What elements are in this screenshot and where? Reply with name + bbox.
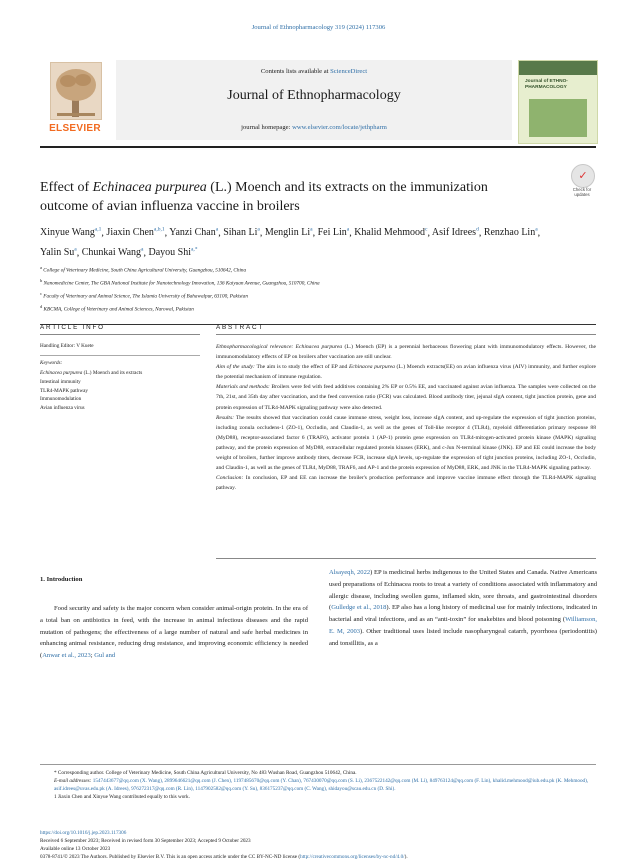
author-item[interactable]: Fei Lin$^a$ [317, 227, 350, 239]
author-item[interactable]: Xinyue Wang$^{a,1}$ [40, 227, 102, 239]
abstract-heading: ABSTRACT [216, 324, 264, 331]
doi-link[interactable]: https://doi.org/10.1016/j.jep.2023.117306 [40, 830, 127, 836]
equal-contribution-note: 1 Jiaxin Chen and Xinyue Wang contributed equally to this work. [54, 794, 190, 801]
footnote-rule [40, 764, 596, 765]
citation-link[interactable]: Alsayeqh, 2022 [329, 569, 371, 576]
title-species: Echinacea purpurea [92, 180, 207, 195]
homepage-line [116, 124, 512, 131]
abstract-body [216, 342, 596, 493]
intro-left-column: Food security and safety is the major concern when consider animal-origin protein. In the era of a total ban on antibiotics in feed, with the increase in animal infectious diseases and the rapid mutation of pathogens; the effectiveness of a large number of natural and safe herbal medicines in enhancing animal resistance, reducing drug resistance, and improving economic efficiency is needed (Anwar et al., 2023; Gul and [40, 605, 308, 660]
journal-masthead [40, 60, 596, 150]
license-link[interactable]: http://creativecommons.org/licenses/by-nc-nd/4.0/ [300, 854, 405, 861]
contents-line [116, 68, 512, 75]
article-title [40, 179, 500, 216]
author-item[interactable]: Yalin Su$^a$ [40, 246, 77, 259]
corresponding-author-note: * Corresponding author. College of Veterinary Medicine, South China Agricultural University, No 483 Wushan Road, Guangzhou 510642, China. [54, 770, 357, 776]
intro-right-column: Alsayeqh, 2022) EP is medicinal herbs indigenous to the United States and Canada. Native Americans used preparations of Echinacea roots to treat a variety of conditions associated with inflammatory and allergic disease, including swollen gums, inflamed skin, sore throats, and gastrointestinal disorders (Gulledge et al., 2018). EP also has a long history of medicinal use for mainly infections, indicated in bacterial and viral infections, and as an “anti-toxin” for snakebites and blood poisoning (Williamson, E. M, 2003). Other traditional uses listed include nasopharyngeal catarrh, pyorrhoea (periodontitis) and tonsillitis, as a [329, 569, 597, 647]
author-item[interactable]: Yanzi Chan$^a$ [169, 227, 219, 239]
email-links[interactable]: 1547443677@qq.com (X. Wang), 2899646621@qq.com (J. Chen), 1197485670@qq.com (Y. Chan), 767430070@qq.com (S. Li), 2367522142@qq.com (M. Li), 849763124@qq.com (F. Lin), khalid.mehmood@iub.edu.pk (K. Mehmood), asif.idrees@uvas.edu.pk (A. Idrees), 976272317@qq.com (R. Lin), 1147902582@qq.com (Y. Su), 836175237@qq.com (C. Wang), shidayou@scau.edu.cn (D. Shi). [54, 778, 589, 793]
abstract-bottom-rule [216, 558, 596, 559]
masthead-band [116, 60, 512, 140]
title-post: (L.) Moench and its extracts on the immunization outcome of avian influenza vaccine in broilers [40, 180, 488, 214]
author-item[interactable]: Sihan Li$^a$ [223, 227, 260, 239]
tree-illustration [51, 63, 101, 119]
introduction-heading: 1. Introduction [40, 576, 83, 583]
keyword-item: Echinacea purpurea (L.) Moench and its extracts [40, 370, 143, 376]
journal-cover-thumbnail[interactable] [518, 60, 598, 144]
license-statement: 0378-8741/© 2023 The Authors. Published by Elsevier B.V. This is an open access article under the CC BY-NC-ND license (http://creativecommons.org/licenses/by-nc-nd/4.0/). [40, 854, 408, 861]
author-item[interactable]: Renzhao Lin$^a$ [483, 227, 538, 239]
citation-link[interactable]: Gul and [94, 652, 116, 660]
author-item[interactable]: Asif Idrees$^d$ [431, 227, 479, 239]
abstract-relevance: Ethnopharmacological relevance: Echinacea purpurea (L.) Moench (EP) is a perennial herbaceous flowering plant with immunomodulatory effects. However, the immunomodulatory effects of EP on broilers after vaccination are still unclear. [216, 344, 596, 361]
homepage-link[interactable]: www.elsevier.com/locate/jethpharm [292, 124, 387, 131]
received-dates: Received 6 September 2023; Received in revised form 30 September 2023; Accepted 9 October 2023 [40, 838, 251, 845]
elsevier-logo[interactable] [40, 60, 110, 140]
keyword-item: TLR4-MAPK pathway [40, 387, 88, 394]
keywords-list [40, 369, 205, 413]
abstract-aim: Aim of the study: The aim is to study the effect of EP and Echinacea purpurea (L.) Moench extracts(EE) on avian influenza virus (AIV) immunity, and further explore the potential mechanism of immune regulation. [216, 364, 597, 381]
contents-prefix: Contents lists available at [260, 68, 331, 75]
affiliation-item: c Faculty of Veterinary and Animal Science, The Islamia University of Bahawalpur, 63100, Pakistan [40, 291, 248, 300]
affiliation-item: b Nanomedicine Center, The GBA National Institute for Nanotechnology Innovation, 136 Kaiyuan Avenue, Guangzhou, 510700, China [40, 278, 320, 287]
title-pre: Effect of [40, 180, 93, 195]
article-info-rule [40, 334, 200, 335]
handling-editor: Handling Editor: V Kuete [40, 343, 94, 349]
check-updates-label: Check for updates [572, 187, 592, 197]
author-item[interactable]: Khalid Mehmood$^c$ [354, 227, 428, 239]
author-item[interactable]: Menglin Li$^a$ [264, 227, 313, 239]
author-item[interactable]: Jiaxin Chen$^{a,b,1}$ [106, 227, 165, 239]
abstract-rule [216, 334, 596, 335]
homepage-prefix: journal homepage: [241, 124, 293, 131]
abstract-conclusion: Conclusion: In conclusion, EP and EE can increase the broiler's production performance and improve vaccine immune effect through the TLR4-MAPK signaling pathway. [216, 475, 596, 492]
citation-link[interactable]: Williamson, E. M, 2003 [329, 616, 597, 635]
email-addresses: E-mail addresses: 1547443677@qq.com (X. Wang), 2899646621@qq.com (J. Chen), 1197485670@qq.com (Y. Chan), 767430070@qq.com (S. Li), 2367522142@qq.com (M. Li), 849763124@qq.com (F. Lin), khalid.mehmood@iub.edu.pk (K. Mehmood), asif.idrees@uvas.edu.pk (A. Idrees), 976272317@qq.com (R. Lin), 1147902582@qq.com (Y. Su), 836175237@qq.com (C. Wang), shidayou@scau.edu.cn (D. Shi). [54, 778, 589, 793]
journal-title: Journal of Ethnopharmacology [227, 88, 401, 103]
keywords-label: Keywords: [40, 360, 63, 366]
intro-text: ) EP is medicinal herbs indigenous to the United States and Canada. Native Americans used preparations of Echinacea roots to treat a variety of conditions associated with inflammatory and allergic disease, including swollen gums, inflamed skin, sore throats, and gastrointestinal disorders ( [329, 569, 597, 612]
handling-editor-rule [40, 355, 200, 356]
journal-citation-header[interactable]: Journal of Ethnopharmacology 319 (2024) 117306 [251, 24, 386, 31]
footnotes [40, 769, 596, 801]
elsevier-wordmark: ELSEVIER [49, 123, 101, 134]
check-updates-icon [571, 164, 595, 188]
keyword-item: Immunomodulation [40, 396, 82, 403]
section-divider [40, 324, 596, 325]
affiliation-item: d KBCMA, College of Veterinary and Animal Sciences, Narowal, Pakistan [40, 304, 194, 313]
affiliations [40, 263, 596, 315]
elsevier-tree-icon [50, 62, 102, 120]
article-info-heading: ARTICLE INFO [40, 324, 105, 331]
online-date: Available online 13 October 2023 [40, 846, 111, 853]
keyword-item: Intestinal immunity [40, 378, 81, 385]
check-for-updates-badge[interactable] [567, 164, 597, 198]
abstract-methods: Materials and methods: Broilers were fed with feed additives containing 2% EP or 0.5% EE, and vaccinated against avian influenza. The samples were collected on the 7th, 21st, and 35th day after vaccination, and the feed conversion ratio (FCR) was calculated. Blood antibody titer, jejunal sIgA content, tight junction protein, gene and protein expression of TLR4-MAPK signaling pathway were also detected. [216, 384, 597, 411]
affiliation-item: a College of Veterinary Medicine, South China Agricultural University, Guangzhou, 510642, China [40, 265, 247, 274]
sciencedirect-link[interactable]: ScienceDirect [330, 68, 368, 75]
author-list: Xinyue Wang$^{a,1}$, Jiaxin Chen$^{a,b,1}$, Yanzi Chan$^a$, Sihan Li$^a$, Menglin Li$^a$, Fei Lin$^a$, Khalid Mehmood$^c$, Asif Idrees$^d$, Renzhao Lin$^a$, Yalin Su$^a$, Chunkai Wang$^a$, Dayou Shi$^{a,*}$ [40, 227, 541, 259]
cover-header-band [519, 61, 597, 75]
publication-info [40, 829, 596, 861]
intro-text: Food security and safety is the major concern when consider animal-origin protein. In the era of a total ban on antibiotics in feed, with the increase in animal infectious diseases and the rapid mutation of pathogens; the effectiveness of a large number of natural and safe herbal medicines in enhancing animal resistance, reducing drug resistance, and improving economic efficiency is needed ( [40, 605, 308, 660]
author-item[interactable]: Dayou Shi$^{a,*}$ [148, 246, 198, 259]
keyword-item: Avian influenza virus [40, 405, 85, 412]
citation-link[interactable]: Gulledge et al., 2018 [331, 604, 387, 612]
cover-artwork [529, 99, 587, 137]
check-mark-icon: ✓ [578, 169, 588, 182]
citation-link[interactable]: Anwar et al., 2023 [42, 652, 91, 660]
cover-title: Journal of ETHNO-PHARMACOLOGY [525, 79, 568, 90]
author-item[interactable]: Chunkai Wang$^a$ [81, 246, 144, 259]
masthead-rule [40, 146, 596, 148]
abstract-results: Results: The results showed that vaccination could cause immune stress, weight loss, increase sIgA content, and up-regulate the expression of tight junction proteins, including zonula occludens-1 (ZO-1), Occludin, and Claudin-1, as well as the genes of Toll-like receptor 4 (TLR4), myeloid differentiation primary response 88 (MyD88), receptor-associated factor 6 (TRAF6), activator protein 1 (AP-1) protein gene expression on TLR4-mitogen-activated protein kinase (MAPK) signaling pathway, and the protein expression of MyD88, extracellular regulated protein kinases (ERK), and c-Jun N-terminal kinase (JNK). EP and EE could increase the body weight of broilers, further improve antibody titers, decrease FCR, increase sIgA levels, up-regulate the expression of tight junction proteins, including ZO-1, Occludin, and Claudin-1, as well as the genes of TLR4, MyD88, TRAF6, and AP-1 and the protein expression of MyD88, ERK, and JNK in the TLR4-MAPK signaling pathway. [216, 414, 596, 472]
